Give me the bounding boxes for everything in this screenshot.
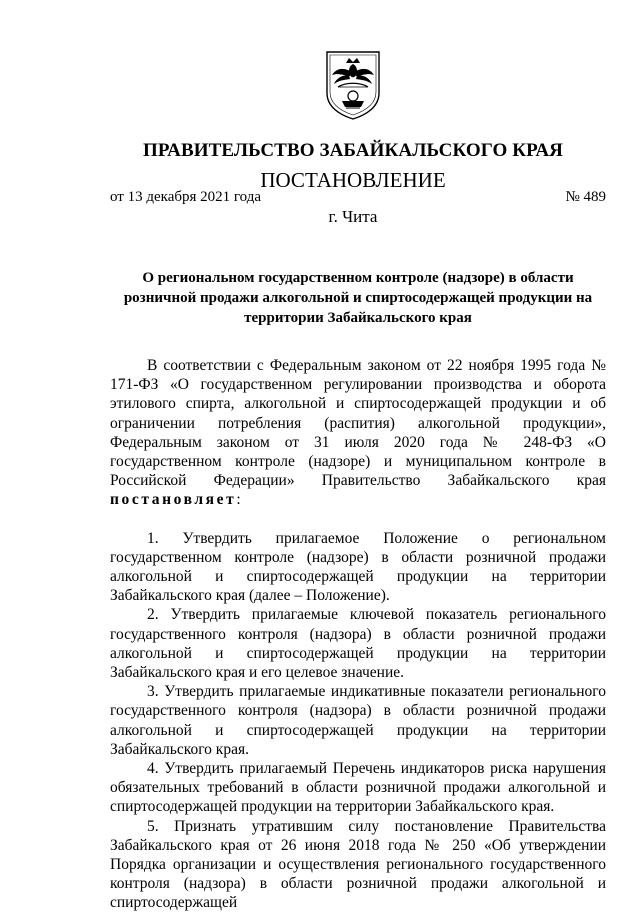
document-subject: О региональном государственном контроле (надзоре) в области розничной продажи алкогольной и спиртосодержащей продукции на территории Забайкальского края: [123, 270, 593, 326]
coat-of-arms-icon: [324, 49, 382, 121]
document-number: № 489: [565, 189, 606, 205]
document-city: г. Чита: [328, 207, 378, 226]
list-item: 3. Утвердить прилагаемые индикативные показатели регионального государственного контроля (надзора) в области розничной продажи алкогольной и спиртосодержащей продукции на территории Забайкальского края.: [110, 683, 606, 758]
intro-paragraph: [110, 356, 606, 510]
list-item: 1. Утвердить прилагаемое Положение о региональном государственном контроле (надзоре) в области розничной продажи алкогольной и спиртосодержащей продукции на территории Забайкальского края (далее – Положение).: [110, 529, 606, 605]
intro-text: В соответствии с Федеральным законом от 22 ноября 1995 года № 171-ФЗ «О государственном регулировании производства и оборота этилового спирта, алкогольной и спиртосодержащей продукции и об ограничении потребления (распития) алкогольной продукции», Федеральным законом от 31 июля 2020 года № 248-ФЗ «О государственном контроле (надзоре) и муниципальном контроле в Российской Федерации» Правительство Забайкальского края: [110, 357, 606, 490]
list-item: 2. Утвердить прилагаемые ключевой показатель регионального государственного контроля (надзора) в области розничной продажи алкогольной и спиртосодержащей продукции на территории Забайкальского края и его целевое значение.: [110, 606, 606, 682]
list-item: 4. Утвердить прилагаемый Перечень индикаторов риска нарушения обязательных требований в области розничной продажи алкогольной и спиртосодержащей продукции на территории Забайкальского края.: [110, 760, 606, 816]
decree-keyword: постановляет: [110, 491, 237, 509]
government-name: ПРАВИТЕЛЬСТВО ЗАБАЙКАЛЬСКОГО КРАЯ: [142, 140, 563, 161]
document-date: от 13 декабря 2021 года: [110, 189, 262, 205]
document-type: ПОСТАНОВЛЕНИЕ: [260, 168, 446, 192]
intro-end: :: [236, 491, 241, 509]
document-body: [110, 356, 606, 913]
list-item: 5. Признать утратившим силу постановление Правительства Забайкальского края от 26 июня 2018 года № 250 «Об утверждении Порядка организации и осуществления регионального государственного контроля (надзора) в области розничной продажи алкогольной и спиртосодержащей: [110, 817, 606, 912]
